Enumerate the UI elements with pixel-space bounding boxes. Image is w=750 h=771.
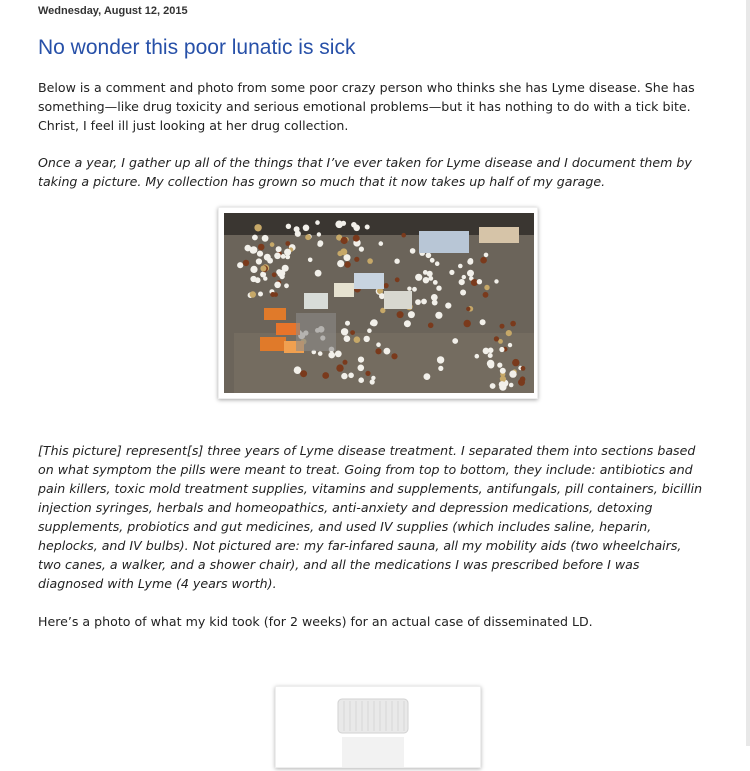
blog-post — [38, 0, 708, 629]
post-intro: Below is a comment and photo from some poor crazy person who thinks she has Lyme disease. She has something—like drug toxicity and serious emotional problems—but it has nothing to do with a tick bite. Christ, I feel ill just looking at her drug collection. — [38, 80, 695, 133]
quote-paragraph-1: Once a year, I gather up all of the things that I’ve ever taken for Lyme disease and I document them by taking a picture. My collection has grown so much that it now takes up half of my garage. — [38, 155, 692, 189]
post-date: Wednesday, August 12, 2015 — [38, 5, 188, 17]
drug-collection-photo[interactable] — [218, 207, 538, 399]
scrollbar[interactable] — [746, 0, 750, 746]
post-title[interactable]: No wonder this poor lunatic is sick — [38, 36, 356, 59]
medication-bottle-image — [276, 687, 480, 767]
drug-collection-image — [224, 213, 534, 393]
kid-medication-photo[interactable] — [275, 686, 481, 768]
closing-paragraph: Here’s a photo of what my kid took (for 2 weeks) for an actual case of disseminated LD. — [38, 614, 593, 629]
quote-paragraph-2: [This picture] represent[s] three years of Lyme disease treatment. I separated them into sections based on what symptom the pills were meant to treat. Going from top to bottom, they include: antibiotics and pain killers, toxic mold treatment supplies, vitamins and supplements, antifungals, pill containers, bicillin injection syringes, herbals and homeopathics, anti-anxiety and depression medications, detoxing supplements, probiotics and gut medicines, and used IV supplies (which includes saline, heparin, heplocks, and IV bulbs). Not pictured are: my far-infared sauna, all my mobility aids (two wheelchairs, two canes, a walker, and a shower chair), and all the medications I was prescribed before I was diagnosed with Lyme (4 years worth). — [38, 443, 703, 591]
